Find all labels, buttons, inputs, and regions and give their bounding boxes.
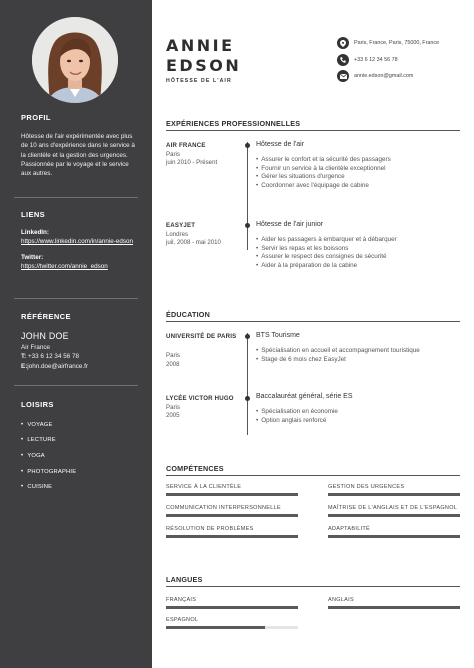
first-name: ANNIE: [166, 36, 235, 55]
contact-email: [337, 68, 439, 85]
contact-block: [337, 35, 439, 85]
contact-address: [337, 35, 439, 52]
sidebar-divider: [14, 197, 138, 198]
skill-item: [328, 526, 460, 538]
skill-bar-fill: [328, 493, 460, 496]
reference-name: JOHN DOE: [21, 331, 69, 341]
education-bullet: • Option anglais renforcé: [256, 417, 338, 426]
skill-item: [166, 505, 298, 517]
reference-phone-value: +33 6 12 34 56 78: [28, 353, 79, 361]
skill-label: ADAPTABILITÉ: [328, 526, 371, 532]
language-bar: [166, 626, 298, 629]
experience-bullet: • Coordonner avec l'équipage de cabine: [256, 182, 391, 191]
skill-item: [328, 505, 460, 517]
envelope-icon: [337, 70, 349, 82]
experience-title: EXPÉRIENCES PROFESSIONNELLES: [166, 119, 301, 128]
experience-bullet: • Assurer le respect des consignes de sécurité: [256, 253, 397, 262]
education-school: UNIVERSITÉ DE PARIS: [166, 333, 237, 340]
skill-bar-fill: [328, 535, 460, 538]
sidebar: [0, 0, 152, 668]
education-city: Paris: [166, 352, 180, 359]
reference-title: RÉFÉRENCE: [21, 312, 71, 321]
language-item: [328, 597, 460, 609]
section-divider: [166, 130, 460, 131]
education-year: 2005: [166, 412, 180, 419]
skill-item: [166, 484, 298, 496]
language-bar-fill: [166, 626, 265, 629]
links-section: [0, 210, 152, 271]
profile-title: PROFIL: [21, 113, 51, 122]
language-label: ESPAGNOL: [166, 617, 199, 623]
timeline-dot: [245, 143, 250, 148]
reference-section: [0, 312, 152, 371]
experience-job-title: Hôtesse de l'air: [256, 141, 305, 148]
skill-item: [328, 484, 460, 496]
hobby-item: • PHOTOGRAPHIE: [0, 464, 152, 480]
skill-bar-fill: [166, 535, 298, 538]
experience-bullet: • Assurer le confort et la sécurité des passagers: [256, 156, 391, 165]
candidate-name: [166, 36, 241, 76]
skills-title: COMPÉTENCES: [166, 464, 224, 473]
skill-label: RÉSOLUTION DE PROBLÈMES: [166, 526, 254, 532]
timeline-line: [247, 333, 248, 435]
education-degree: Baccalauréat général, série ES: [256, 393, 353, 400]
location-pin-icon: [337, 37, 349, 49]
languages-title: LANGUES: [166, 575, 203, 584]
language-bar: [166, 606, 298, 609]
skill-bar: [166, 535, 298, 538]
experience-dates: juil. 2008 - mai 2010: [166, 239, 221, 246]
contact-phone: [337, 52, 439, 69]
language-item: [166, 597, 298, 609]
section-divider: [166, 321, 460, 322]
experience-job-title: Hôtesse de l'air junior: [256, 221, 324, 228]
section-divider: [166, 475, 460, 476]
hobbies-section: [0, 400, 152, 495]
skill-label: GESTION DES URGENCES: [328, 484, 405, 490]
phone-text: +33 6 12 34 56 78: [354, 56, 398, 63]
reference-email: [0, 362, 152, 371]
twitter-label: Twitter:: [21, 254, 44, 261]
profile-text: Hôtesse de l'air expérimentée avec plus de 10 ans d'expérience dans le service à la clientèle et la gestion des urgences. Passionnée par le voyage et le service aux autres.: [21, 133, 135, 178]
profile-section: [0, 113, 152, 178]
skill-bar: [328, 514, 460, 517]
language-bar-fill: [328, 606, 460, 609]
timeline-dot: [245, 223, 250, 228]
experience-city: Paris: [166, 151, 180, 158]
section-divider: [166, 586, 460, 587]
skill-label: COMMUNICATION INTERPERSONNELLE: [166, 505, 281, 511]
experience-bullet: • Aider à la préparation de la cabine: [256, 262, 397, 271]
skill-bar-fill: [166, 514, 298, 517]
education-bullets: [256, 408, 338, 425]
language-item: [166, 617, 298, 629]
sidebar-divider: [14, 385, 138, 386]
language-label: ANGLAIS: [328, 597, 354, 603]
language-bar: [328, 606, 460, 609]
language-bar-fill: [166, 606, 298, 609]
timeline-line: [247, 142, 248, 250]
experience-bullet: • Aider les passagers à embarquer et à débarquer: [256, 236, 397, 245]
timeline-dot: [245, 334, 250, 339]
skill-bar: [328, 493, 460, 496]
skill-item: [166, 526, 298, 538]
linkedin-label: LinkedIn:: [21, 229, 49, 236]
phone-icon: [337, 54, 349, 66]
linkedin-link[interactable]: https://www.linkedin.com/in/annie-edson: [21, 238, 134, 245]
links-title: LIENS: [21, 210, 46, 219]
experience-bullets: [256, 236, 397, 270]
experience-bullet: • Servir les repas et les boissons: [256, 245, 397, 254]
job-title: HÔTESSE DE L'AIR: [166, 78, 232, 84]
experience-org: EASYJET: [166, 222, 196, 229]
experience-bullets: [256, 156, 391, 190]
education-title: ÉDUCATION: [166, 310, 210, 319]
skill-label: SERVICE À LA CLIENTÈLE: [166, 484, 242, 490]
education-school: LYCÉE VICTOR HUGO: [166, 395, 234, 402]
last-name: EDSON: [166, 56, 242, 75]
timeline-dot: [245, 396, 250, 401]
skill-bar: [328, 535, 460, 538]
hobby-item: • VOYAGE: [0, 417, 152, 433]
hobby-item: • YOGA: [0, 448, 152, 464]
skill-bar: [166, 493, 298, 496]
skill-bar-fill: [328, 514, 460, 517]
language-label: FRANÇAIS: [166, 597, 197, 603]
portrait-image: [32, 17, 118, 103]
skill-label: MAÎTRISE DE L'ANGLAIS ET DE L'ESPAGNOL: [328, 505, 458, 511]
sidebar-divider: [14, 298, 138, 299]
reference-email-value[interactable]: john.doe@airfrance.fr: [27, 362, 88, 370]
hobbies-title: LOISIRS: [21, 400, 54, 409]
twitter-link[interactable]: https://twitter.com/annie_edson: [21, 263, 108, 270]
experience-bullet: • Fournir un service à la clientèle exceptionnel: [256, 165, 391, 174]
education-city: Paris: [166, 404, 180, 411]
experience-city: Londres: [166, 231, 189, 238]
experience-org: AIR FRANCE: [166, 142, 206, 149]
education-year: 2008: [166, 361, 180, 368]
skill-bar-fill: [166, 493, 298, 496]
education-bullets: [256, 347, 420, 364]
reference-company: Air France: [21, 344, 51, 351]
reference-email-label: E:: [21, 362, 28, 370]
reference-phone: [0, 352, 152, 361]
reference-phone-label: T:: [21, 353, 27, 361]
skill-bar: [166, 514, 298, 517]
profile-photo: [32, 17, 118, 103]
email-text[interactable]: annie.edson@gmail.com: [354, 73, 414, 80]
experience-bullet: • Gérer les situations d'urgence: [256, 173, 391, 182]
hobby-item: • CUISINE: [0, 479, 152, 495]
education-bullet: • Spécialisation en économie: [256, 408, 338, 417]
education-degree: BTS Tourisme: [256, 332, 300, 339]
education-bullet: • Spécialisation en accueil et accompagnement touristique: [256, 347, 420, 356]
address-text: Paris, France, Paris, 75000, France: [354, 40, 440, 47]
education-bullet: • Stage de 6 mois chez EasyJet: [256, 356, 420, 365]
experience-dates: juin 2010 - Présent: [166, 159, 218, 166]
hobby-item: • LECTURE: [0, 433, 152, 449]
